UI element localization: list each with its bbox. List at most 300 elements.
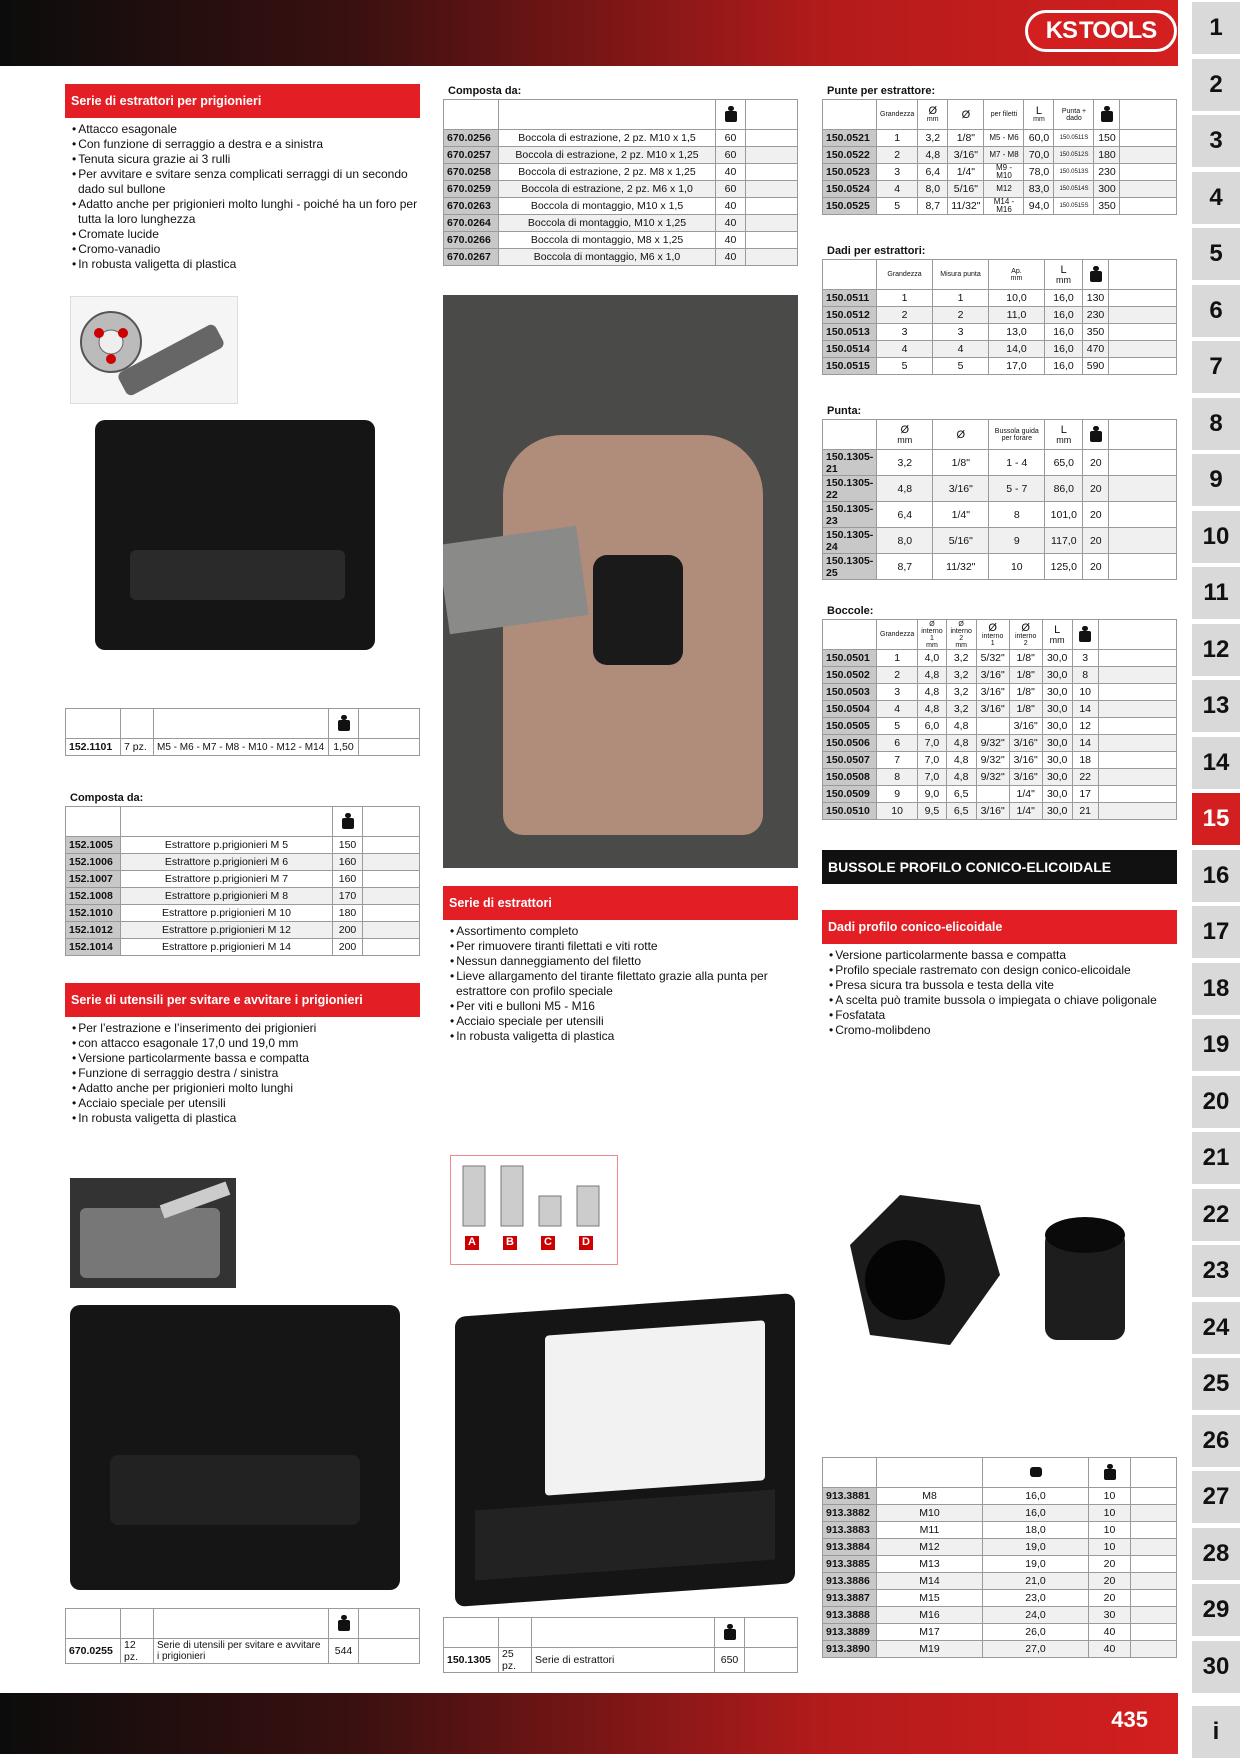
empty-cell <box>1098 803 1176 820</box>
table-cell: 117,0 <box>1045 528 1083 554</box>
tab-4[interactable]: 4 <box>1192 172 1240 224</box>
table-cell <box>976 786 1009 803</box>
table-cell: 14 <box>1072 701 1098 718</box>
feature-item: • Nessun danneggiamento del filetto <box>448 954 803 969</box>
empty-cell <box>746 249 798 266</box>
table-cell: 86,0 <box>1045 476 1083 502</box>
table-row <box>66 905 420 922</box>
table-cell: Boccola di estrazione, 2 pz. M10 x 1,5 <box>499 130 716 147</box>
tab-9[interactable]: 9 <box>1192 454 1240 506</box>
article-code: 152.1006 <box>66 854 121 871</box>
tab-18[interactable]: 18 <box>1192 963 1240 1015</box>
col-unit: mm <box>926 116 939 123</box>
weight: 650 <box>715 1648 745 1673</box>
empty-cell <box>1098 718 1176 735</box>
table-cell: 3/16" <box>1009 735 1042 752</box>
table-cell: 7,0 <box>918 769 946 786</box>
table-row <box>823 684 1177 701</box>
table-cell: 150.0513S <box>1054 164 1094 181</box>
table-cell: 8 <box>1072 667 1098 684</box>
product-table-670-0255 <box>65 1608 420 1664</box>
tab-6[interactable]: 6 <box>1192 285 1240 337</box>
table-cell: 30,0 <box>1042 735 1072 752</box>
tab-2[interactable]: 2 <box>1192 59 1240 111</box>
table-cell: Boccola di montaggio, M10 x 1,5 <box>499 198 716 215</box>
table-cell: 3/16" <box>976 667 1009 684</box>
table-row <box>823 290 1177 307</box>
col-unit: mm <box>955 641 967 649</box>
table-cell: 9,5 <box>918 803 946 820</box>
table-row <box>444 130 798 147</box>
tab-12[interactable]: 12 <box>1192 624 1240 676</box>
table-row <box>823 1522 1177 1539</box>
tab-30[interactable]: 30 <box>1192 1641 1240 1693</box>
table-cell: M9 - M10 <box>984 164 1024 181</box>
table-cell: 3/16" <box>976 684 1009 701</box>
weight-icon <box>338 1615 350 1631</box>
section-title-stud-extractors: Serie di estrattori per prigionieri <box>65 84 420 118</box>
empty-cell <box>1131 1556 1177 1573</box>
article-code: 913.3885 <box>823 1556 877 1573</box>
chapter-tabs <box>1192 0 1240 1754</box>
table-cell: 30,0 <box>1042 769 1072 786</box>
table-row <box>823 1607 1177 1624</box>
table-cell: 27,0 <box>983 1641 1089 1658</box>
table-cell: 3/16" <box>1009 769 1042 786</box>
feature-item: • Presa sicura tra bussola e testa della vite <box>827 978 1182 993</box>
table-cell: 23,0 <box>983 1590 1089 1607</box>
table-row <box>823 450 1177 476</box>
tab-10[interactable]: 10 <box>1192 511 1240 563</box>
feature-item: • Per viti e bulloni M5 - M16 <box>448 999 803 1014</box>
tab-26[interactable]: 26 <box>1192 1415 1240 1467</box>
step-letter: B <box>506 1236 514 1248</box>
empty-cell <box>363 871 420 888</box>
table-row <box>823 735 1177 752</box>
tab-21[interactable]: 21 <box>1192 1132 1240 1184</box>
article-code: 150.1305-25 <box>823 554 877 580</box>
table-cell: 60,0 <box>1024 130 1054 147</box>
table-row <box>823 198 1177 215</box>
tab-3[interactable]: 3 <box>1192 115 1240 167</box>
col-guide-bushing: Bussola guida per forare <box>989 420 1045 450</box>
dadi-table <box>822 259 1177 375</box>
table-cell: Estrattore p.prigionieri M 12 <box>121 922 333 939</box>
feature-item: • Versione particolarmente bassa e compatta <box>70 1051 425 1066</box>
table-cell: M14 <box>877 1573 983 1590</box>
table-cell: 200 <box>333 922 363 939</box>
table-cell: 1/4" <box>1009 803 1042 820</box>
table-cell: 78,0 <box>1024 164 1054 181</box>
feature-item: • Per avvitare e svitare senza complicati serraggi di un secondo dado sul bullone <box>70 167 425 197</box>
tab-27[interactable]: 27 <box>1192 1471 1240 1523</box>
usage-steps-diagram <box>450 1155 618 1265</box>
table-cell: Boccola di montaggio, M10 x 1,25 <box>499 215 716 232</box>
weight-icon <box>1104 1464 1116 1480</box>
table-row <box>823 701 1177 718</box>
table-cell: 4,8 <box>918 667 946 684</box>
table-cell: 3/16" <box>1009 718 1042 735</box>
article-code: 150.0504 <box>823 701 877 718</box>
tab-25[interactable]: 25 <box>1192 1358 1240 1410</box>
tab-22[interactable]: 22 <box>1192 1189 1240 1241</box>
article-code: 150.1305-21 <box>823 450 877 476</box>
col-opening: Ap. <box>1011 267 1022 275</box>
table-row <box>66 939 420 956</box>
empty-cell <box>1120 198 1177 215</box>
table-cell: 1/8" <box>933 450 989 476</box>
table-cell: 30,0 <box>1042 684 1072 701</box>
step-letter: D <box>582 1236 590 1248</box>
empty-cell <box>1098 769 1176 786</box>
table-cell: 40 <box>716 198 746 215</box>
feature-item: • Per rimuovere tiranti filettati e viti rotte <box>448 939 803 954</box>
tab-8[interactable]: 8 <box>1192 398 1240 450</box>
punte-table <box>822 99 1177 215</box>
table-cell: 3/16" <box>976 701 1009 718</box>
table-cell: 8 <box>877 769 918 786</box>
table-cell: 40 <box>1089 1624 1131 1641</box>
feature-item: • In robusta valigetta di plastica <box>70 257 425 272</box>
table-cell: 1/4" <box>1009 786 1042 803</box>
empty-cell <box>1131 1641 1177 1658</box>
article-code: 150.0513 <box>823 324 877 341</box>
pieces: 7 pz. <box>121 739 154 756</box>
table-cell: Estrattore p.prigionieri M 14 <box>121 939 333 956</box>
table-row <box>823 786 1177 803</box>
table-row <box>823 147 1177 164</box>
table-cell: 16,0 <box>1045 307 1083 324</box>
extractor-set-case-image <box>455 1293 795 1607</box>
empty-cell <box>363 837 420 854</box>
article-code: 150.0503 <box>823 684 877 701</box>
section-title-extractors: Serie di estrattori <box>443 886 798 920</box>
table-cell: 1/8" <box>1009 701 1042 718</box>
col-size: Grandezza <box>877 620 918 650</box>
article-code: 150.0501 <box>823 650 877 667</box>
table-cell: 590 <box>1083 358 1109 375</box>
table-row <box>66 888 420 905</box>
table-row <box>823 130 1177 147</box>
tab-14[interactable]: 14 <box>1192 737 1240 789</box>
empty-cell <box>1098 650 1176 667</box>
table-cell: 30,0 <box>1042 752 1072 769</box>
article-code: 670.0259 <box>444 181 499 198</box>
table-cell: 160 <box>333 854 363 871</box>
tab-16[interactable]: 16 <box>1192 850 1240 902</box>
feature-item: • Profilo speciale rastremato con design conico-elicoidale <box>827 963 1182 978</box>
table-row <box>823 1573 1177 1590</box>
article-code: 150.1305-23 <box>823 502 877 528</box>
feature-item: • Acciaio speciale per utensili <box>448 1014 803 1029</box>
feature-item: • Versione particolarmente bassa e compatta <box>827 948 1182 963</box>
col-bit-nut: Punta + dado <box>1054 100 1094 130</box>
weight-icon <box>1101 106 1113 122</box>
table-cell: Boccola di estrazione, 2 pz. M8 x 1,25 <box>499 164 716 181</box>
feature-item: • Adatto anche per prigionieri molto lunghi <box>70 1081 425 1096</box>
empty-cell <box>1109 450 1177 476</box>
col-unit: mm <box>926 641 938 649</box>
table-cell: 20 <box>1089 1590 1131 1607</box>
table-cell: 20 <box>1083 476 1109 502</box>
article-code: 150.0522 <box>823 147 877 164</box>
col-length: L <box>1060 263 1067 276</box>
empty-cell <box>1120 147 1177 164</box>
table-cell: 11/32" <box>933 554 989 580</box>
article-code: 670.0256 <box>444 130 499 147</box>
table-cell: 4,8 <box>918 147 948 164</box>
article-code: 150.0508 <box>823 769 877 786</box>
tab-28[interactable]: 28 <box>1192 1528 1240 1580</box>
table-cell: 8,7 <box>877 554 933 580</box>
punta-table <box>822 419 1177 580</box>
empty-cell <box>746 198 798 215</box>
article-code: 150.0509 <box>823 786 877 803</box>
composition-label: Composta da: <box>70 792 144 804</box>
tab-15[interactable]: 15 <box>1192 793 1240 845</box>
table-cell: 11/32" <box>948 198 984 215</box>
article-code: 150.0502 <box>823 667 877 684</box>
table-row <box>823 650 1177 667</box>
table-cell: 10 <box>1089 1522 1131 1539</box>
punte-label: Punte per estrattore: <box>827 85 936 97</box>
article-code: 670.0263 <box>444 198 499 215</box>
composition-table-1 <box>65 806 420 956</box>
table-cell: 4 <box>877 701 918 718</box>
feature-item: • Fosfatata <box>827 1008 1182 1023</box>
empty-cell <box>1131 1488 1177 1505</box>
empty-cell <box>1120 181 1177 198</box>
table-cell: 20 <box>1089 1556 1131 1573</box>
tab-1[interactable]: 1 <box>1192 2 1240 54</box>
tab-11[interactable]: 11 <box>1192 567 1240 619</box>
table-cell: 30,0 <box>1042 650 1072 667</box>
empty-cell <box>746 232 798 249</box>
stud-tool-case-image <box>70 1305 400 1590</box>
table-cell: Estrattore p.prigionieri M 6 <box>121 854 333 871</box>
table-cell: 5/16" <box>948 181 984 198</box>
boccole-table <box>822 619 1177 820</box>
article-code: 150.0515 <box>823 358 877 375</box>
table-row <box>444 164 798 181</box>
article-code: 913.3887 <box>823 1590 877 1607</box>
section-title-conical-sockets: BUSSOLE PROFILO CONICO-ELICOIDALE <box>822 850 1177 884</box>
description: Serie di estrattori <box>532 1648 715 1673</box>
table-cell: M5 - M6 <box>984 130 1024 147</box>
table-cell: 21,0 <box>983 1573 1089 1590</box>
weight-icon <box>725 106 737 122</box>
table-cell: 94,0 <box>1024 198 1054 215</box>
table-cell: 1/8" <box>1009 650 1042 667</box>
table-cell: 10 <box>989 554 1045 580</box>
feature-item: • Adatto anche per prigionieri molto lunghi - poiché ha un foro per tutta la loro lunghezza <box>70 197 425 227</box>
table-cell: 1 - 4 <box>989 450 1045 476</box>
article-code: 152.1101 <box>66 739 121 756</box>
table-cell: 3,2 <box>946 650 976 667</box>
feature-item: • Attacco esagonale <box>70 122 425 137</box>
stud-extractor-detail-image <box>70 296 238 404</box>
table-cell: 20 <box>1083 554 1109 580</box>
description: M5 - M6 - M7 - M8 - M10 - M12 - M14 <box>154 739 329 756</box>
empty-cell <box>363 905 420 922</box>
table-cell: 10,0 <box>989 290 1045 307</box>
col-unit: mm <box>1033 116 1045 123</box>
table-cell: M15 <box>877 1590 983 1607</box>
tab-7[interactable]: 7 <box>1192 341 1240 393</box>
table-cell: 3/16" <box>933 476 989 502</box>
article-code: 150.1305 <box>444 1648 499 1673</box>
empty-cell <box>1109 290 1177 307</box>
article-code: 150.0521 <box>823 130 877 147</box>
table-cell: 350 <box>1083 324 1109 341</box>
table-cell: 9 <box>989 528 1045 554</box>
article-code: 152.1014 <box>66 939 121 956</box>
col-unit: mm <box>1056 274 1071 285</box>
article-code: 150.0507 <box>823 752 877 769</box>
table-cell: 6,4 <box>877 502 933 528</box>
table-cell <box>976 718 1009 735</box>
table-cell: 150.0514S <box>1054 181 1094 198</box>
col-size: Grandezza <box>877 100 918 130</box>
article-code: 670.0255 <box>66 1639 121 1664</box>
table-cell: 9/32" <box>976 769 1009 786</box>
empty-cell <box>1131 1522 1177 1539</box>
step-letter: C <box>544 1236 552 1248</box>
table-row <box>823 164 1177 181</box>
article-code: 913.3890 <box>823 1641 877 1658</box>
table-cell: 4,8 <box>946 718 976 735</box>
table-cell: 60 <box>716 147 746 164</box>
table-cell: 3/16" <box>948 147 984 164</box>
feature-item: • Cromo-vanadio <box>70 242 425 257</box>
table-cell: M8 <box>877 1488 983 1505</box>
tab-19[interactable]: 19 <box>1192 1019 1240 1071</box>
empty-cell <box>1098 701 1176 718</box>
tab-13[interactable]: 13 <box>1192 680 1240 732</box>
table-cell: 16,0 <box>983 1488 1089 1505</box>
table-row <box>823 718 1177 735</box>
table-cell: 19,0 <box>983 1556 1089 1573</box>
table-cell: 14 <box>1072 735 1098 752</box>
empty-cell <box>1109 358 1177 375</box>
table-row <box>823 181 1177 198</box>
table-cell: 4 <box>877 181 918 198</box>
empty-cell <box>1098 752 1176 769</box>
article-code: 913.3881 <box>823 1488 877 1505</box>
tab-24[interactable]: 24 <box>1192 1302 1240 1354</box>
table-cell: 10 <box>877 803 918 820</box>
table-cell: 40 <box>1089 1641 1131 1658</box>
table-cell: 1 <box>877 290 933 307</box>
table-cell: 24,0 <box>983 1607 1089 1624</box>
table-row <box>823 1590 1177 1607</box>
feature-item: • Con funzione di serraggio a destra e a sinistra <box>70 137 425 152</box>
empty-cell <box>363 922 420 939</box>
table-row <box>823 803 1177 820</box>
table-cell: 60 <box>716 130 746 147</box>
col-length: L <box>1060 423 1067 436</box>
table-cell: 20 <box>1083 528 1109 554</box>
table-cell: 1/8" <box>1009 684 1042 701</box>
table-cell: 3 <box>1072 650 1098 667</box>
table-cell: 8,0 <box>877 528 933 554</box>
table-cell: 7,0 <box>918 735 946 752</box>
feature-item: • In robusta valigetta di plastica <box>70 1111 425 1126</box>
tab-23[interactable]: 23 <box>1192 1245 1240 1297</box>
table-row <box>823 769 1177 786</box>
col-length: L <box>1035 105 1043 117</box>
empty-cell <box>746 181 798 198</box>
empty-cell <box>1109 502 1177 528</box>
table-cell: Boccola di montaggio, M8 x 1,25 <box>499 232 716 249</box>
table-cell: 4,0 <box>918 650 946 667</box>
table-cell: 30,0 <box>1042 803 1072 820</box>
col-inner-2-inch: interno 2 <box>1014 632 1037 647</box>
table-row <box>823 554 1177 580</box>
pieces: 12 pz. <box>121 1639 154 1664</box>
table-row <box>823 341 1177 358</box>
table-cell: 300 <box>1094 181 1120 198</box>
col-diameter-inch: Ø <box>933 420 989 450</box>
tab-29[interactable]: 29 <box>1192 1584 1240 1636</box>
tab-5[interactable]: 5 <box>1192 228 1240 280</box>
table-cell: 14,0 <box>989 341 1045 358</box>
engine-application-image <box>70 1178 236 1288</box>
table-cell: 4,8 <box>946 769 976 786</box>
table-cell: 22 <box>1072 769 1098 786</box>
table-cell: 16,0 <box>1045 341 1083 358</box>
table-cell: 10 <box>1089 1488 1131 1505</box>
table-cell: 7,0 <box>918 752 946 769</box>
table-cell: 1 <box>877 130 918 147</box>
table-cell: M17 <box>877 1624 983 1641</box>
table-cell: 5/16" <box>933 528 989 554</box>
usage-steps-illustration <box>451 1156 618 1265</box>
table-cell: 4,8 <box>918 684 946 701</box>
empty-cell <box>1131 1573 1177 1590</box>
feature-list-stud-extractors <box>70 122 425 272</box>
article-code: 913.3882 <box>823 1505 877 1522</box>
tab-17[interactable]: 17 <box>1192 906 1240 958</box>
bottom-banner <box>0 1693 1178 1754</box>
col-diameter: Ø <box>928 105 938 117</box>
empty-cell <box>1098 684 1176 701</box>
extractor-rollers-illustration <box>71 297 238 404</box>
table-cell: M14 - M16 <box>984 198 1024 215</box>
article-code: 150.1305-24 <box>823 528 877 554</box>
table-cell: 4,8 <box>946 752 976 769</box>
feature-list-stud-tools <box>70 1021 425 1126</box>
col-inner-1-inch: interno 1 <box>981 632 1004 647</box>
tab-20[interactable]: 20 <box>1192 1076 1240 1128</box>
feature-item: • A scelta può tramite bussola o impiegata o chiave poligonale <box>827 993 1182 1008</box>
table-cell: 16,0 <box>1045 324 1083 341</box>
table-row <box>823 752 1177 769</box>
empty-cell <box>1120 130 1177 147</box>
empty-cell <box>1109 341 1177 358</box>
pieces: 25 pz. <box>499 1648 532 1673</box>
tab-i[interactable]: i <box>1192 1706 1240 1758</box>
table-row <box>66 871 420 888</box>
table-cell: 5 <box>877 358 933 375</box>
table-cell: 1 <box>877 650 918 667</box>
table-cell: 150 <box>333 837 363 854</box>
weight: 544 <box>329 1639 359 1664</box>
table-row <box>823 1505 1177 1522</box>
table-cell: 30,0 <box>1042 701 1072 718</box>
empty-cell <box>1131 1505 1177 1522</box>
table-cell: 5 <box>877 718 918 735</box>
